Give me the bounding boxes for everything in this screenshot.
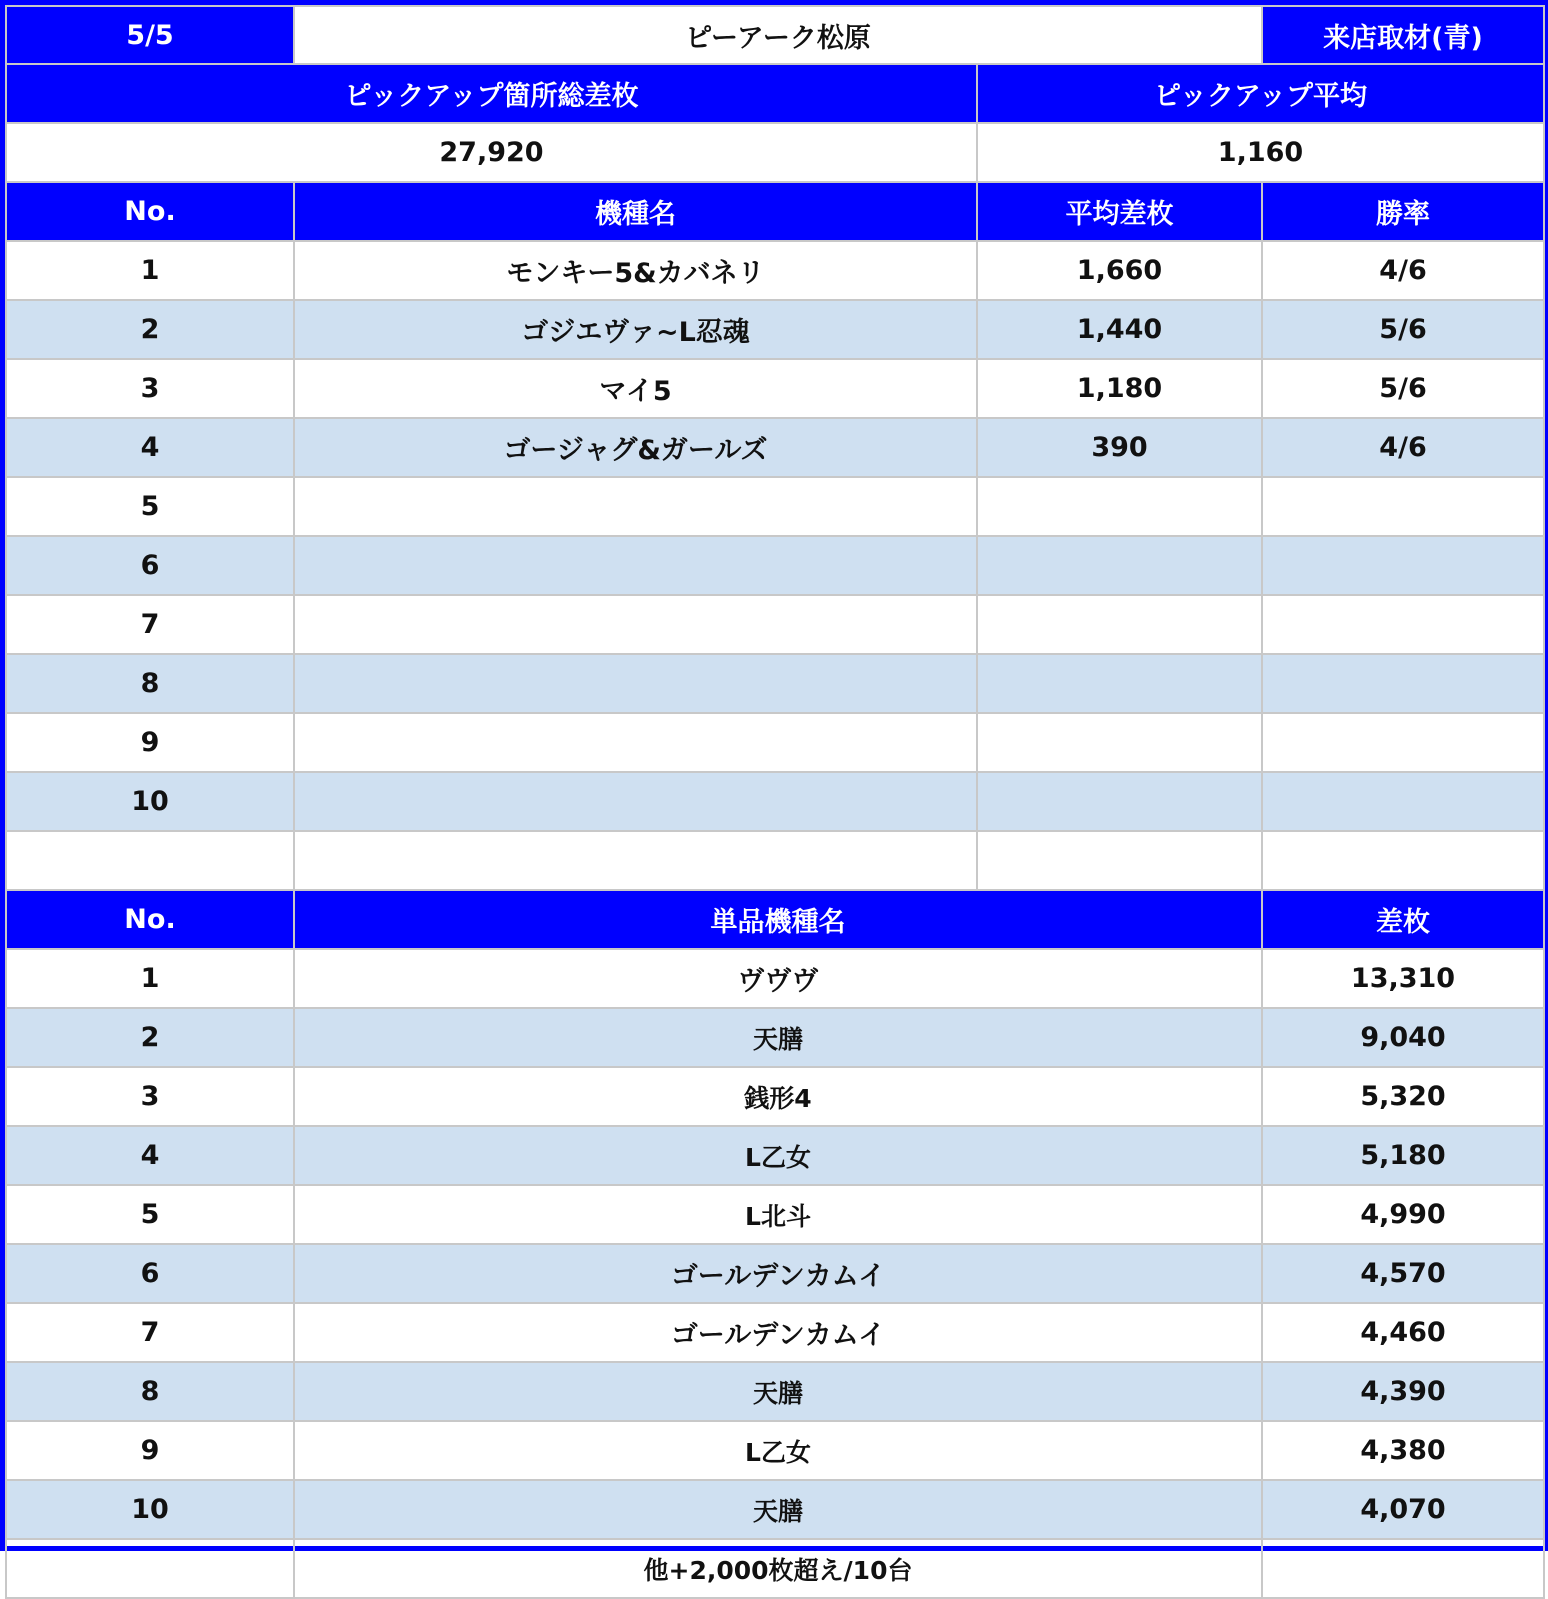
spacer-cell	[6, 831, 294, 890]
pickup-no: 8	[6, 654, 294, 713]
spacer-cell	[294, 831, 977, 890]
single-diff: 4,460	[1262, 1303, 1544, 1362]
total-diff-value: 27,920	[6, 123, 977, 182]
pickup-row	[6, 241, 1544, 300]
single-no: 3	[6, 1067, 294, 1126]
spacer-cell	[977, 831, 1262, 890]
single-row	[6, 1185, 1544, 1244]
pickup-col-no: No.	[6, 182, 294, 241]
footer-blank	[1262, 1539, 1544, 1598]
pickup-no: 1	[6, 241, 294, 300]
pickup-machine-name	[294, 713, 977, 772]
single-machine-name: L乙女	[294, 1126, 1262, 1185]
single-machine-name: 天膳	[294, 1480, 1262, 1539]
pickup-col-rate: 勝率	[1262, 182, 1544, 241]
single-row	[6, 1303, 1544, 1362]
pickup-win-rate	[1262, 477, 1544, 536]
pickup-header-row	[6, 182, 1544, 241]
single-row	[6, 1008, 1544, 1067]
pickup-avg-diff	[977, 654, 1262, 713]
single-diff: 4,990	[1262, 1185, 1544, 1244]
single-diff: 9,040	[1262, 1008, 1544, 1067]
single-row	[6, 1362, 1544, 1421]
pickup-machine-name	[294, 654, 977, 713]
pickup-machine-name	[294, 477, 977, 536]
pickup-row	[6, 477, 1544, 536]
pickup-win-rate	[1262, 713, 1544, 772]
pickup-machine-name: ゴージャグ&ガールズ	[294, 418, 977, 477]
single-row	[6, 949, 1544, 1008]
pickup-avg-diff	[977, 536, 1262, 595]
single-diff: 4,570	[1262, 1244, 1544, 1303]
footer-row	[6, 1539, 1544, 1598]
pickup-no: 10	[6, 772, 294, 831]
single-machine-name: 銭形4	[294, 1067, 1262, 1126]
single-no: 9	[6, 1421, 294, 1480]
pickup-win-rate	[1262, 654, 1544, 713]
single-col-name: 単品機種名	[294, 890, 1262, 949]
pickup-row	[6, 772, 1544, 831]
single-diff: 4,380	[1262, 1421, 1544, 1480]
single-row	[6, 1244, 1544, 1303]
spacer-cell	[1262, 831, 1544, 890]
single-machine-name: ゴールデンカムイ	[294, 1303, 1262, 1362]
pickup-win-rate: 5/6	[1262, 300, 1544, 359]
pickup-row	[6, 359, 1544, 418]
spacer-row	[6, 831, 1544, 890]
single-diff: 5,320	[1262, 1067, 1544, 1126]
single-diff: 4,070	[1262, 1480, 1544, 1539]
pickup-win-rate: 4/6	[1262, 241, 1544, 300]
pickup-no: 6	[6, 536, 294, 595]
pickup-machine-name: マイ5	[294, 359, 977, 418]
single-no: 10	[6, 1480, 294, 1539]
pickup-no: 2	[6, 300, 294, 359]
single-no: 6	[6, 1244, 294, 1303]
single-machine-name: ヴヴヴ	[294, 949, 1262, 1008]
date-cell: 5/5	[6, 6, 294, 64]
pickup-avg-diff	[977, 713, 1262, 772]
single-no: 7	[6, 1303, 294, 1362]
footer-note: 他+2,000枚超え/10台	[294, 1539, 1262, 1598]
single-machine-name: ゴールデンカムイ	[294, 1244, 1262, 1303]
summary-value-row	[6, 123, 1544, 182]
pickup-machine-name: ゴジエヴァ~L忍魂	[294, 300, 977, 359]
single-diff: 13,310	[1262, 949, 1544, 1008]
pickup-avg-diff	[977, 772, 1262, 831]
single-machine-name: 天膳	[294, 1008, 1262, 1067]
single-row	[6, 1126, 1544, 1185]
total-diff-label: ピックアップ箇所総差枚	[6, 64, 977, 123]
pickup-col-name: 機種名	[294, 182, 977, 241]
pickup-row	[6, 713, 1544, 772]
pickup-machine-name	[294, 595, 977, 654]
pickup-machine-name: モンキー5&カバネリ	[294, 241, 977, 300]
event-label: 来店取材(青)	[1262, 6, 1544, 64]
pickup-avg-diff: 1,440	[977, 300, 1262, 359]
single-diff: 4,390	[1262, 1362, 1544, 1421]
single-machine-name: L乙女	[294, 1421, 1262, 1480]
pickup-machine-name	[294, 772, 977, 831]
average-value: 1,160	[977, 123, 1544, 182]
pickup-no: 7	[6, 595, 294, 654]
pickup-col-avg: 平均差枚	[977, 182, 1262, 241]
single-no: 8	[6, 1362, 294, 1421]
pickup-row	[6, 418, 1544, 477]
pickup-win-rate	[1262, 595, 1544, 654]
single-no: 4	[6, 1126, 294, 1185]
pickup-row	[6, 595, 1544, 654]
single-diff: 5,180	[1262, 1126, 1544, 1185]
store-name: ピーアーク松原	[294, 6, 1262, 64]
single-col-no: No.	[6, 890, 294, 949]
pickup-row	[6, 536, 1544, 595]
single-row	[6, 1067, 1544, 1126]
single-col-diff: 差枚	[1262, 890, 1544, 949]
pickup-no: 5	[6, 477, 294, 536]
pickup-avg-diff: 1,180	[977, 359, 1262, 418]
single-no: 1	[6, 949, 294, 1008]
summary-header-row	[6, 64, 1544, 123]
pickup-row	[6, 300, 1544, 359]
pickup-win-rate: 5/6	[1262, 359, 1544, 418]
single-no: 5	[6, 1185, 294, 1244]
single-machine-name: L北斗	[294, 1185, 1262, 1244]
pickup-avg-diff: 390	[977, 418, 1262, 477]
pickup-row	[6, 654, 1544, 713]
pickup-machine-name	[294, 536, 977, 595]
pickup-win-rate	[1262, 772, 1544, 831]
single-no: 2	[6, 1008, 294, 1067]
pickup-avg-diff: 1,660	[977, 241, 1262, 300]
single-row	[6, 1421, 1544, 1480]
results-table	[5, 5, 1545, 1599]
pickup-no: 4	[6, 418, 294, 477]
pickup-win-rate	[1262, 536, 1544, 595]
pickup-avg-diff	[977, 595, 1262, 654]
pickup-no: 3	[6, 359, 294, 418]
pickup-avg-diff	[977, 477, 1262, 536]
average-label: ピックアップ平均	[977, 64, 1544, 123]
title-row	[6, 6, 1544, 64]
pickup-win-rate: 4/6	[1262, 418, 1544, 477]
single-header-row	[6, 890, 1544, 949]
single-row	[6, 1480, 1544, 1539]
pickup-no: 9	[6, 713, 294, 772]
single-machine-name: 天膳	[294, 1362, 1262, 1421]
footer-blank	[6, 1539, 294, 1598]
